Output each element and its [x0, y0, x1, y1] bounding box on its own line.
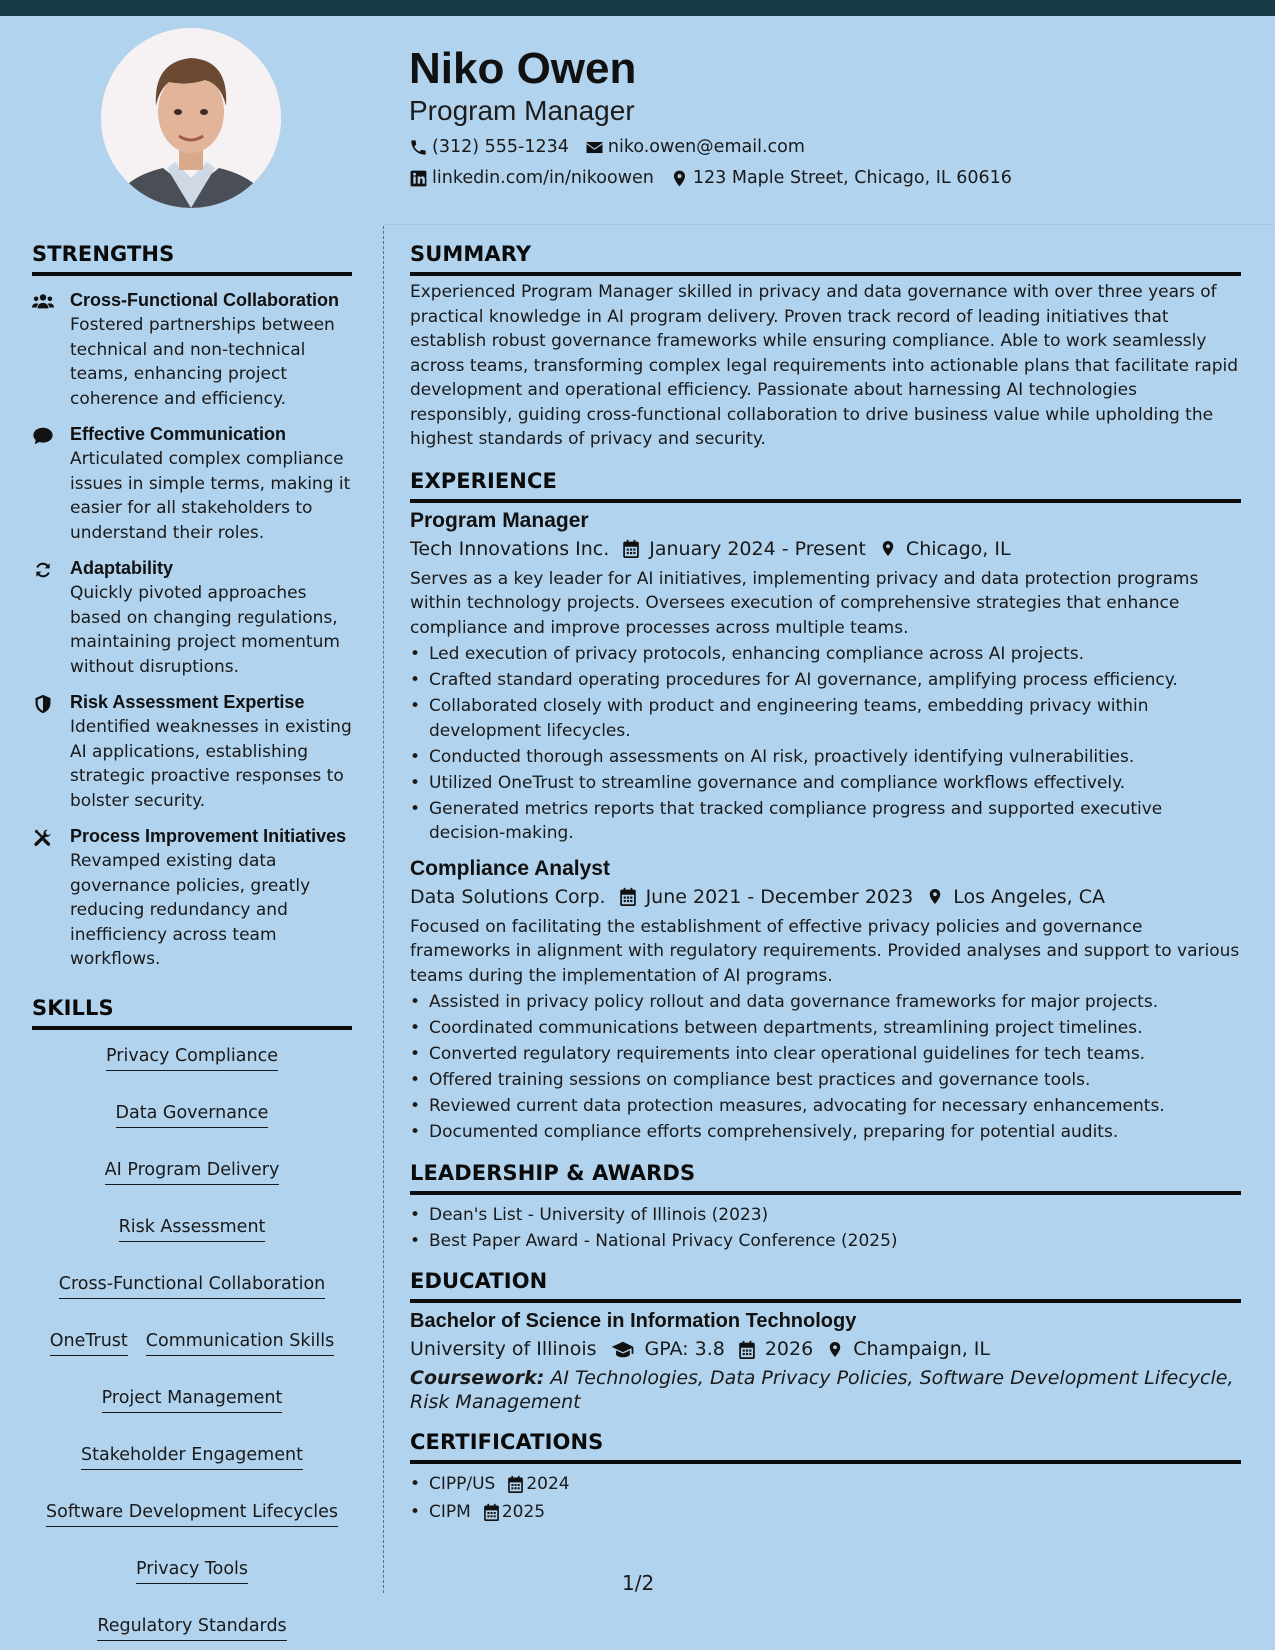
- gpa-text: GPA: 3.8: [644, 1338, 725, 1360]
- job-entry: [410, 507, 1241, 846]
- left-column: [32, 240, 352, 1641]
- education-heading: EDUCATION: [410, 1267, 1241, 1303]
- experience-heading: EXPERIENCE: [410, 467, 1241, 503]
- skills-list: [32, 1044, 352, 1641]
- speech-bubble-icon: [32, 426, 54, 446]
- strength-title: Process Improvement Initiatives: [70, 826, 347, 846]
- job-company: Data Solutions Corp.: [410, 885, 606, 908]
- education-entry: [410, 1307, 1241, 1414]
- certifications-heading: CERTIFICATIONS: [410, 1428, 1241, 1464]
- job-description: Focused on facilitating the establishment of effective privacy policies and governance frameworks in alignment with regulatory requirements. Provided analyses and support to various teams during the implementation of AI programs.: [410, 916, 1240, 986]
- job-bullets: [410, 990, 1241, 1145]
- right-column: [410, 240, 1241, 1526]
- certification-item: [410, 1500, 1241, 1525]
- map-pin-icon: [670, 169, 689, 188]
- certification-name: • CIPP/US: [429, 1474, 496, 1494]
- address-text: 123 Maple Street, Chicago, IL 60616: [692, 168, 1012, 188]
- graduation-cap-icon: [610, 1340, 636, 1359]
- linkedin-contact[interactable]: [409, 166, 654, 190]
- summary-heading: SUMMARY: [410, 240, 1241, 276]
- certification-name: • CIPM: [429, 1501, 471, 1522]
- profile-photo: [101, 28, 281, 208]
- job-location: [879, 535, 1011, 563]
- job-bullet: • Documented compliance efforts comprehensively, preparing for potential audits.: [410, 1120, 1241, 1145]
- strength-title: Effective Communication: [70, 424, 287, 444]
- skill-tag: Regulatory Standards: [97, 1614, 286, 1641]
- strength-item: [32, 288, 352, 411]
- contact-row-1: [409, 135, 1249, 159]
- skill-tag: Project Management: [102, 1386, 283, 1413]
- skill-tag: Stakeholder Engagement: [81, 1443, 303, 1470]
- graduation-year: [738, 1335, 813, 1363]
- skills-heading: SKILLS: [32, 994, 352, 1030]
- school-name: University of Illinois: [410, 1338, 597, 1360]
- strength-item: [32, 422, 352, 545]
- job-dates: [619, 883, 914, 911]
- calendar-icon: [483, 1503, 500, 1521]
- job-title: Program Manager: [410, 508, 589, 532]
- coursework: [410, 1366, 1241, 1414]
- coursework-label: Coursework:: [410, 1367, 545, 1389]
- job-meta: [410, 535, 1241, 563]
- strength-description: Articulated complex compliance issues in simple terms, making it easier for all stakeholders to understand their roles.: [70, 449, 351, 543]
- certification-year: 2025: [501, 1501, 546, 1522]
- top-accent-bar: [0, 0, 1275, 16]
- education-location-text: Champaign, IL: [853, 1338, 991, 1360]
- job-bullet: • Generated metrics reports that tracked compliance progress and supported executive decision-making.: [410, 797, 1241, 846]
- job-entry: [410, 855, 1241, 1145]
- strength-description: Revamped existing data governance policies, greatly reducing redundancy and inefficiency across team workflows.: [70, 851, 311, 969]
- map-pin-icon: [879, 539, 897, 558]
- job-bullet: • Assisted in privacy policy rollout and data governance frameworks for major projects.: [410, 990, 1241, 1015]
- strength-description: Identified weaknesses in existing AI applications, establishing strategic proactive responses to bolster security.: [70, 717, 352, 811]
- skill-tag: Risk Assessment: [119, 1215, 266, 1242]
- linkedin-text: linkedin.com/in/nikoowen: [432, 168, 654, 188]
- job-location-text: Chicago, IL: [905, 537, 1011, 560]
- award-item: • Best Paper Award - National Privacy Conference (2025): [410, 1229, 1241, 1254]
- skill-tag: Cross-Functional Collaboration: [59, 1272, 326, 1299]
- calendar-icon: [507, 1475, 524, 1493]
- job-meta: [410, 883, 1241, 911]
- job-dates-text: June 2021 - December 2023: [645, 885, 914, 908]
- job-bullets: [410, 642, 1241, 846]
- awards-heading: LEADERSHIP & AWARDS: [410, 1159, 1241, 1195]
- strength-title: Cross-Functional Collaboration: [70, 290, 340, 310]
- shield-icon: [32, 694, 54, 714]
- graduation-year-text: 2026: [764, 1338, 814, 1360]
- award-item: • Dean's List - University of Illinois (2023): [410, 1203, 1241, 1228]
- job-bullet: • Conducted thorough assessments on AI risk, proactively identifying vulnerabilities.: [410, 745, 1241, 770]
- skill-tag: AI Program Delivery: [105, 1158, 280, 1185]
- job-dates: [622, 535, 866, 563]
- certifications-list: [410, 1472, 1241, 1524]
- page-indicator: 1/2: [622, 1571, 655, 1595]
- phone-icon: [409, 138, 428, 157]
- strength-item: [32, 556, 352, 679]
- resume-header: [409, 40, 1249, 190]
- degree-title: Bachelor of Science in Information Technology: [410, 1310, 857, 1332]
- skill-tag: Communication Skills: [146, 1329, 334, 1356]
- job-bullet: • Utilized OneTrust to streamline governance and compliance workflows effectively.: [410, 771, 1241, 796]
- strength-title: Risk Assessment Expertise: [70, 692, 305, 712]
- job-company: Tech Innovations Inc.: [410, 537, 610, 560]
- job-bullet: • Collaborated closely with product and engineering teams, embedding privacy within development lifecycles.: [410, 694, 1241, 743]
- strength-description: Fostered partnerships between technical and non-technical teams, enhancing project coherence and efficiency.: [70, 315, 335, 409]
- email-contact[interactable]: [585, 135, 805, 159]
- phone-contact[interactable]: [409, 135, 569, 159]
- job-dates-text: January 2024 - Present: [649, 537, 866, 560]
- tools-icon: [32, 828, 54, 848]
- map-pin-icon: [826, 1340, 844, 1359]
- summary-text: Experienced Program Manager skilled in privacy and data governance with over three years of practical knowledge in AI program delivery. Proven track record of leading initiatives that establish robust governance frameworks while ensuring compliance. Able to work seamlessly across teams, transforming complex legal requirements into actionable plans that facilitate rapid development and operational efficiency. Passionate about harnessing AI technologies responsibly, guiding cross-functional collaboration to drive business value while upholding the highest standards of privacy and security.: [410, 282, 1239, 449]
- users-icon: [32, 292, 54, 312]
- certification-year: 2024: [526, 1474, 570, 1494]
- skill-tag: OneTrust: [50, 1329, 128, 1356]
- address-contact: [670, 166, 1012, 190]
- strengths-list: [32, 288, 352, 972]
- phone-text: (312) 555-1234: [432, 137, 569, 157]
- awards-list: [410, 1203, 1241, 1254]
- calendar-icon: [619, 887, 637, 906]
- calendar-icon: [738, 1340, 756, 1359]
- job-bullet: • Coordinated communications between departments, streamlining project timelines.: [410, 1016, 1241, 1041]
- certification-item: [410, 1472, 1241, 1497]
- column-divider: [383, 226, 384, 1593]
- strengths-heading: STRENGTHS: [32, 240, 352, 276]
- strength-item: [32, 690, 352, 813]
- job-location: [926, 883, 1105, 911]
- email-text: niko.owen@email.com: [607, 137, 805, 157]
- job-bullet: • Led execution of privacy protocols, enhancing compliance across AI projects.: [410, 642, 1241, 667]
- skill-tag: Privacy Tools: [136, 1557, 248, 1584]
- strength-item: [32, 824, 352, 972]
- strength-description: Quickly pivoted approaches based on changing regulations, maintaining project momentum without disruptions.: [70, 583, 340, 677]
- candidate-title: Program Manager: [409, 95, 635, 126]
- job-description: Serves as a key leader for AI initiatives, implementing privacy and data protection programs within technology projects. Oversees execution of comprehensive strategies that enhance compliance and improve processes across multiple teams.: [410, 568, 1199, 638]
- coursework-text: AI Technologies, Data Privacy Policies, Software Development Lifecycle, Risk Management: [410, 1367, 1234, 1413]
- gpa: [610, 1335, 725, 1363]
- skill-tag: Software Development Lifecycles: [46, 1500, 338, 1527]
- education-location: [826, 1335, 990, 1363]
- job-bullet: • Crafted standard operating procedures for AI governance, amplifying process efficiency.: [410, 668, 1241, 693]
- envelope-icon: [585, 138, 604, 157]
- skill-tag: Data Governance: [116, 1101, 269, 1128]
- job-bullet: • Reviewed current data protection measures, advocating for necessary enhancements.: [410, 1094, 1241, 1119]
- job-title: Compliance Analyst: [410, 856, 610, 880]
- skill-tag: Privacy Compliance: [106, 1044, 278, 1071]
- job-bullet: • Offered training sessions on compliance best practices and governance tools.: [410, 1068, 1241, 1093]
- job-bullet: • Converted regulatory requirements into clear operational guidelines for tech teams.: [410, 1042, 1241, 1067]
- education-meta: [410, 1335, 1241, 1363]
- job-location-text: Los Angeles, CA: [953, 885, 1106, 908]
- refresh-icon: [32, 560, 54, 580]
- strength-title: Adaptability: [70, 558, 174, 578]
- candidate-name: Niko Owen: [409, 44, 637, 93]
- linkedin-icon: [409, 169, 428, 188]
- calendar-icon: [622, 539, 640, 558]
- map-pin-icon: [926, 887, 944, 906]
- contact-row-2: [409, 166, 1249, 190]
- header-divider: [384, 224, 1275, 225]
